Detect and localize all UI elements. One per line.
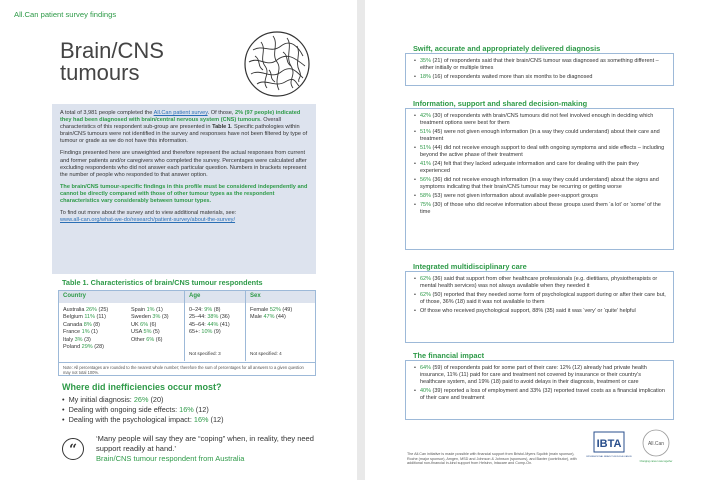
section-box-financial [405,360,674,420]
table-cell: 45–64: 44% (41) [189,321,230,328]
table-cell: Sweden 3% (3) [131,314,169,321]
intro-panel [52,104,316,274]
quote-mark-icon: “ [62,438,84,460]
table-cell: Spain 1% (1) [131,307,163,313]
svg-text:Changing cancer care together: Changing cancer care together [639,460,673,463]
list-item: • 51% (45) were not given enough information (in a way they could understand) about their care and treatment [414,129,667,143]
inefficiencies-title: Where did inefficiencies occur most? [62,382,222,392]
characteristics-table [58,290,316,376]
intro-text: To find out more about the survey and to view additional materials, see: [60,210,237,217]
section-title-financial: The financial impact [413,351,485,360]
page-title-line2: tumours [60,60,140,85]
table-cell: Belgium 11% (11) [63,314,106,321]
country-column-2 [131,307,169,344]
table-cell: Italy 3% (3) [63,336,91,343]
list-item: • 18% (16) of respondents waited more than six months to be diagnosed [414,74,667,81]
page-title-line1: Brain/CNS [60,38,164,63]
intro-text: A total of 3,981 people completed the [60,110,154,116]
svg-text:All.Can: All.Can [647,441,665,447]
list-item: • Of those who received psychological support, 88% (35) said it was ‘very’ or ‘quite’ helpful [414,308,667,315]
section-title-information: Information, support and shared decision-making [413,99,588,108]
page-header-label: All.Can patient survey findings [14,10,117,19]
table-divider [245,291,246,361]
left-page [0,0,357,480]
intro-highlight: 2% (97 people) indicated they had been diagnosed with brain/central nervous system (CNS) tumours [60,110,301,124]
table-cell: USA 5% (5) [131,329,160,336]
intro-paragraph-3: The brain/CNS tumour-specific findings in this profile must be considered independently and cannot be directly compared with those of other tumour types as the respondent characteristics vary considerably between tumour types. [60,183,308,205]
list-item: • Dealing with the psychological impact: 16% (12) [62,415,224,425]
right-page [365,0,722,480]
table-reference: Table 1 [212,124,231,131]
section-box-diagnosis [405,53,674,86]
table-cell: 25–44: 38% (36) [189,314,230,321]
intro-paragraph-4 [60,210,308,224]
table-cell: 65+: 10% (9) [189,329,221,336]
list-item: • 64% (59) of respondents paid for some part of their care: 12% (12) already had private health insurance, 11% (11) paid for care and treatment not covered by insurance or their country's healthcare system, and 19% (18) paid to avoid delays in their diagnosis, treatment or care [414,365,667,387]
section-box-information [405,108,674,250]
respondent-quote [96,434,326,464]
intro-text: . Specific pathologies within brain/CNS tumours were not identified in the survey and responses have not been filtered by type of tumour or grade as we do not have this information. [60,124,308,145]
table-cell: Australia 26% (25) [63,307,109,313]
section-box-multidisciplinary [405,271,674,343]
age-column [189,307,230,337]
country-column-1 [63,307,108,351]
sex-column [250,307,292,322]
list-item: • 56% (36) did not receive enough information (in a way they could understand) about the signs and symptoms indicating that their brain/CNS tumour may be recurring or getting worse [414,177,667,191]
section-title-multidisciplinary: Integrated multidisciplinary care [413,262,527,271]
table-cell: Male 47% (44) [250,314,286,321]
survey-link[interactable]: All.Can patient survey [153,110,208,116]
sponsor-footer: The All.Can initiative is made possible with financial support from Bristol-Myers Squibb (main sponsor), Roche (major sponsor), Amgen, MSD and Johnson & Johnson (sponsors), and Baxter (contributor), with additional non-financial in-kind support from Helsinn, Intacare and Comp-On. [407,452,577,466]
table-title: Table 1. Characteristics of brain/CNS tumour respondents [62,278,263,287]
list-item: • Dealing with ongoing side effects: 16% (12) [62,405,224,415]
table-cell: Poland 29% (28) [63,344,104,351]
intro-paragraph-2: Findings presented here are unweighted and therefore represent the actual responses from current and former patients and/or caregivers who completed the survey. Percentages were calculated after excluding respondents who did not answer each particular question. Numbers in brackets represent the number of people who responded to that answer option. [60,150,307,178]
list-item: • 58% (53) were not given information about available peer-support groups [414,193,667,200]
table-header-sex: Sex [246,291,315,303]
ibta-logo [586,430,632,464]
svg-text:INTERNATIONAL BRAIN TUMOUR ALL: INTERNATIONAL BRAIN TUMOUR ALLIANCE [586,456,632,458]
list-item: • 62% (50) reported that they needed some form of psychological support during or after their care but, of those, 36% (18) said it was not available to them [414,292,667,306]
allcan-logo [641,428,671,468]
table-cell: Canada 8% (8) [63,321,100,328]
intro-paragraph-1 [60,110,308,145]
list-item: • 75% (30) of those who did receive information about these groups used them ‘a lot’ or ‘some’ of the time [414,202,667,216]
table-cell: UK 6% (6) [131,321,157,328]
table-header-country: Country [59,291,184,303]
section-title-diagnosis: Swift, accurate and appropriately delivered diagnosis [413,44,601,53]
list-item: • 42% (30) of respondents with brain/CNS tumours did not feel involved enough in deciding which treatment options were best for them [414,113,667,127]
table-cell: Other 6% (6) [131,336,163,343]
brain-texture-icon [243,30,311,98]
inefficiencies-list [62,395,224,425]
page-title [60,40,164,84]
quote-source: Brain/CNS tumour respondent from Australia [96,454,245,463]
quote-text: ‘Many people will say they are “coping” when, in reality, they need support readily at hand.’ [96,434,314,453]
table-divider [184,291,185,361]
sex-not-specified: Not specified: 4 [250,351,282,356]
table-cell: Female 52% (49) [250,307,293,313]
list-item: • My initial diagnosis: 26% (20) [62,395,224,405]
table-cell: 0–24: 9% (8) [189,307,221,313]
list-item: • 62% (36) said that support from other healthcare professionals (e.g. dietitians, physiotherapists or mental health services) was not always available when they needed it [414,276,667,290]
list-item: • 40% (39) reported a loss of employment and 33% (32) reported travel costs as a financial implication of their care and treatment [414,388,667,402]
intro-text: . Overall characteristics of this respondent sub-group are presented in [60,117,281,131]
list-item: • 41% (24) felt that they lacked adequate information and care for dealing with the pain they experienced [414,161,667,175]
table-cell: France 1% (1) [63,329,98,336]
table-header-age: Age [185,291,245,303]
age-not-specified: Not specified: 3 [189,351,221,356]
intro-text: . Of those, [207,110,235,116]
table-note: Note: All percentages are rounded to the nearest whole number; therefore the sum of percentages for all answers to a given question may not total 100%. [59,362,315,377]
about-survey-link[interactable]: www.all-can.org/what-we-do/research/patient-survey/about-the-survey/ [60,217,236,224]
list-item: • 35% (21) of respondents said that their brain/CNS tumour was diagnosed as something different – either initially or multiple times [414,58,667,72]
list-item: • 51% (44) did not receive enough support to deal with ongoing symptoms and side effects – including beyond the active phase of their treatment [414,145,667,159]
svg-text:IBTA: IBTA [596,438,622,450]
